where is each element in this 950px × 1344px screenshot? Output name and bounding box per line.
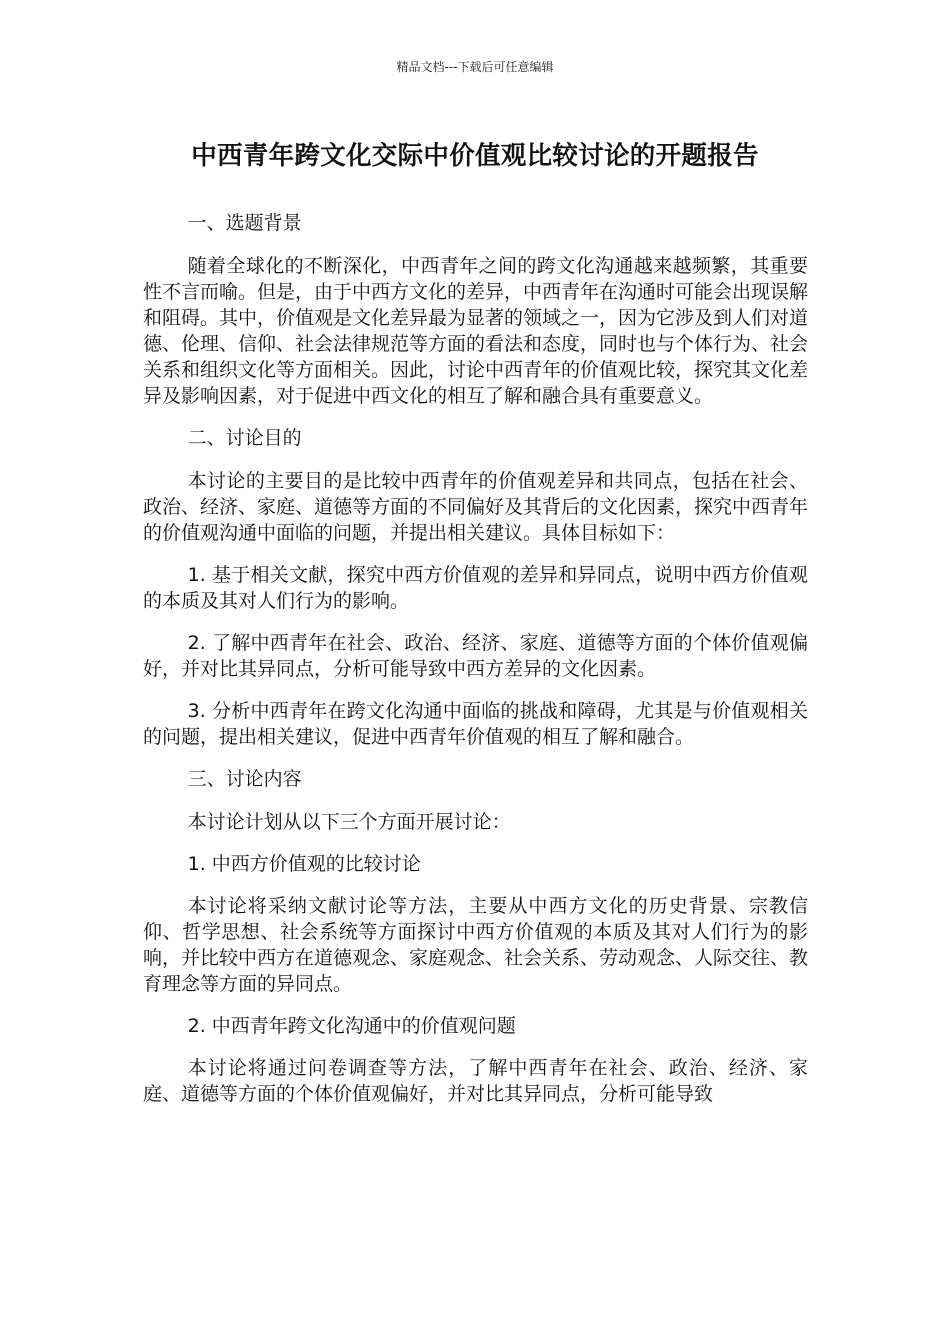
document-title: 中西青年跨文化交际中价值观比较讨论的开题报告 (191, 141, 759, 171)
paragraph-content-intro: 本讨论计划从以下三个方面开展讨论： (187, 811, 511, 833)
paragraph-content-1: 本讨论将采纳文献讨论等方法，主要从中西方文化的历史背景、宗教信仰、哲学思想、社会系统等方面探讨中西方价值观的本质及其对人们行为的影响，并比较中西方在道德观念、家庭观念、社会关系、劳动观念、人际交往、教育理念等方面的异同点。 (143, 895, 809, 995)
section-heading-purpose: 二、讨论目的 (187, 427, 302, 449)
paragraph-content-2: 本讨论将通过问卷调查等方法，了解中西青年在社会、政治、经济、家庭、道德等方面的个体价值观偏好，并对比其异同点，分析可能导致 (143, 1057, 808, 1105)
section-heading-content: 三、讨论内容 (187, 768, 302, 790)
paragraph-background: 随着全球化的不断深化，中西青年之间的跨文化沟通越来越频繁，其重要性不言而喻。但是，由于中西方文化的差异，中西青年在沟通时可能会出现误解和阻碍。其中，价值观是文化差异最为显著的领域之一，因为它涉及到人们对道德、伦理、信仰、社会法律规范等方面的看法和态度，同时也与个体行为、社会关系和组织文化等方面相关。因此，讨论中西青年的价值观比较，探究其文化差异及影响因素，对于促进中西文化的相互了解和融合具有重要意义。 (143, 255, 809, 407)
list-item-purpose-1: 1. 基于相关文献，探究中西方价值观的差异和异同点，说明中西方价值观的本质及其对人们行为的影响。 (143, 564, 808, 612)
section-heading-background: 一、选题背景 (187, 212, 302, 234)
paragraph-purpose: 本讨论的主要目的是比较中西青年的价值观差异和共同点，包括在社会、政治、经济、家庭、道德等方面的不同偏好及其背后的文化因素，探究中西青年的价值观沟通中面临的问题，并提出相关建议。具体目标如下： (143, 470, 809, 544)
subheading-content-2: 2. 中西青年跨文化沟通中的价值观问题 (187, 1015, 516, 1037)
subheading-content-1: 1. 中西方价值观的比较讨论 (187, 853, 421, 875)
page-header: 精品文档---下载后可任意编辑 (396, 60, 554, 74)
document-body (143, 210, 808, 1123)
list-item-purpose-2: 2. 了解中西青年在社会、政治、经济、家庭、道德等方面的个体价值观偏好，并对比其异同点，分析可能导致中西方差异的文化因素。 (143, 632, 808, 680)
list-item-purpose-3: 3. 分析中西青年在跨文化沟通中面临的挑战和障碍，尤其是与价值观相关的问题，提出相关建议，促进中西青年价值观的相互了解和融合。 (143, 700, 808, 748)
